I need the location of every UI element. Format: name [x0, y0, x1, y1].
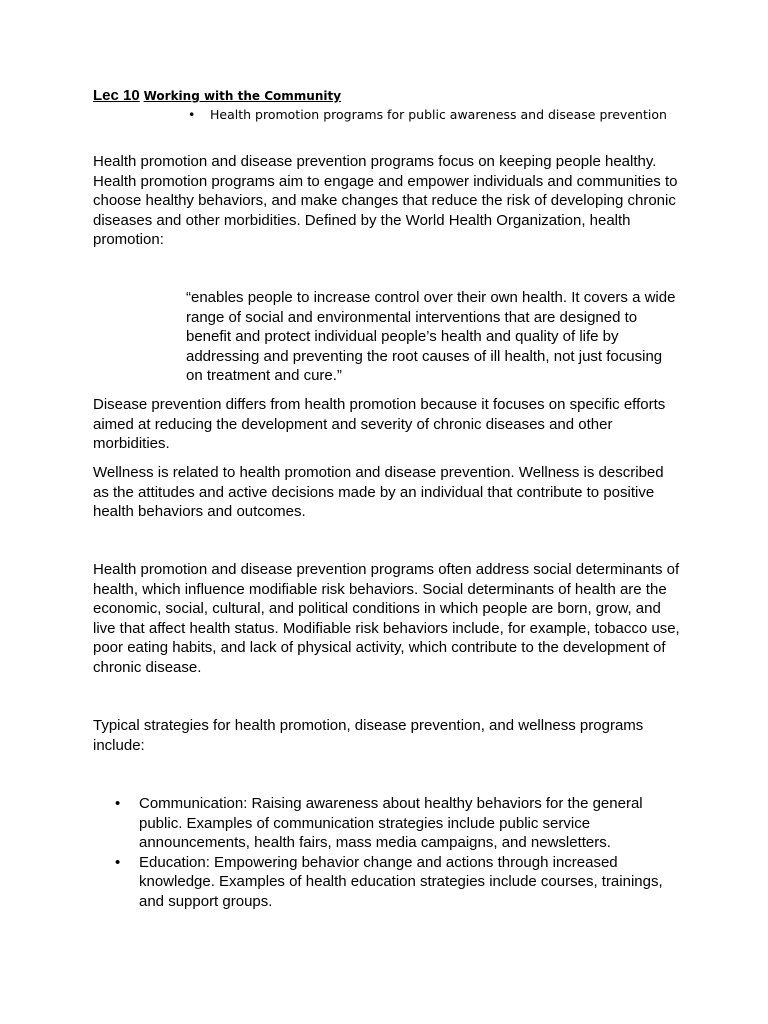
bullet-glyph: • — [115, 795, 121, 812]
lecture-number: Lec 10 — [93, 87, 140, 104]
lecture-heading — [93, 86, 341, 105]
list-item — [93, 794, 683, 853]
topic-bullet — [188, 107, 667, 123]
who-quote: “enables people to increase control over their own health. It covers a wide range of social and environmental interventions that are designed to benefit and protect individual people’s health and quality of life by addressing and preventing the root causes of ill health, not just focusing on treatment and cure.” — [186, 289, 676, 384]
strategy-text: Education: Empowering behavior change and actions through increased knowledge. Examples of health education strategies include courses, trainings, and support groups. — [139, 853, 663, 910]
strategies-intro-paragraph: Typical strategies for health promotion, disease prevention, and wellness programs include: — [93, 717, 644, 754]
bullet-glyph: • — [115, 853, 121, 871]
strategy-text: Communication: Raising awareness about healthy behaviors for the general public. Examples of communication strategies include public service announcements, health fairs, mass media campaigns, and newsletters. — [139, 795, 643, 851]
social-determinants-paragraph: Health promotion and disease prevention programs often address social determinants of health, which influence modifiable risk behaviors. Social determinants of health are the economic, social, cultural, and political conditions in which people are born, grow, and live that affect health status. Modifiable risk behaviors include, for example, tobacco use, poor eating habits, and lack of physical activity, which contribute to the development of chronic disease. — [93, 561, 680, 676]
disease-prevention-paragraph: Disease prevention differs from health promotion because it focuses on specific efforts aimed at reducing the development and severity of chronic diseases and other morbidities. — [93, 396, 666, 452]
lecture-title: Working with the Community — [143, 89, 342, 103]
bullet-glyph: • — [188, 107, 196, 122]
wellness-paragraph: Wellness is related to health promotion and disease prevention. Wellness is described as the attitudes and active decisions made by an individual that contribute to positive health behaviors and outcomes. — [93, 464, 664, 520]
topic-bullet-text: Health promotion programs for public awareness and disease prevention — [210, 107, 667, 122]
strategy-list — [93, 794, 683, 911]
list-item — [93, 853, 683, 912]
intro-paragraph: Health promotion and disease prevention programs focus on keeping people healthy. Health promotion programs aim to engage and empower individuals and communities to choose healthy behaviors, and make changes that reduce the risk of developing chronic diseases and other morbidities. Defined by the World Health Organization, health promotion: — [93, 153, 678, 248]
